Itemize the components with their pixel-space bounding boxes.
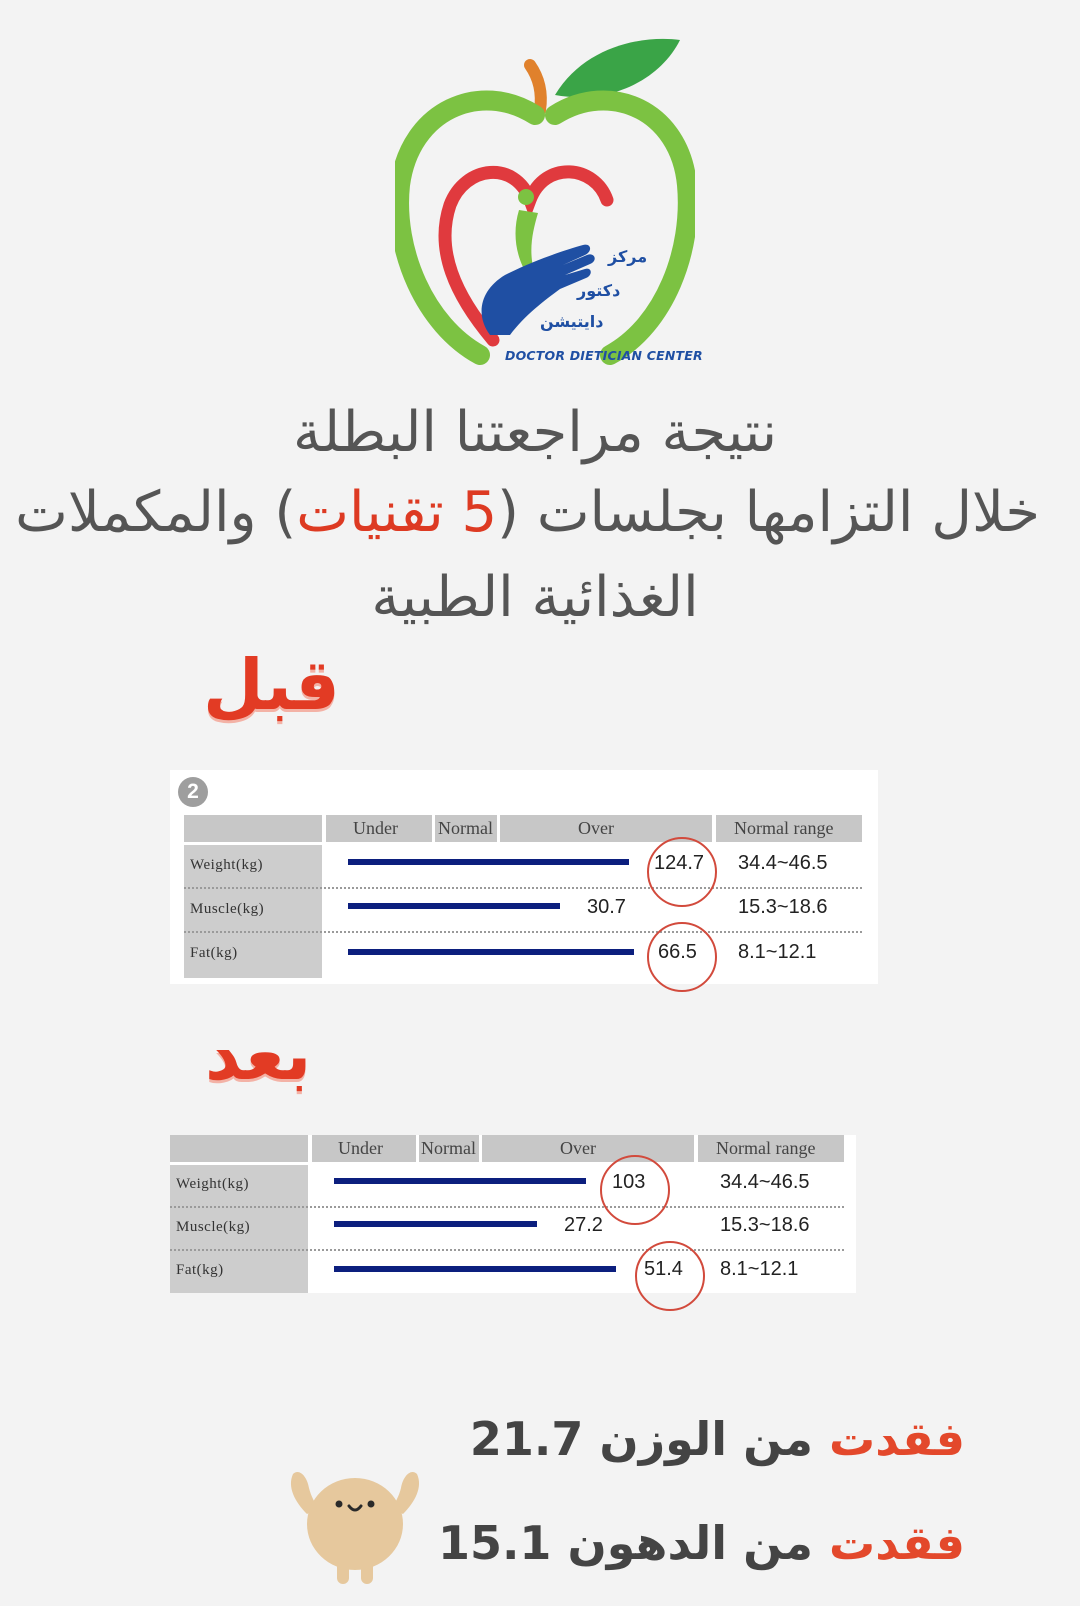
column-header-under: Under bbox=[338, 1138, 383, 1158]
fat-highlight-circle bbox=[647, 922, 717, 992]
weight-bar bbox=[334, 1178, 586, 1184]
header-cell-blank bbox=[184, 815, 322, 842]
column-header-normal: Normal bbox=[438, 818, 493, 838]
result-weight-lead: فقدت bbox=[828, 1412, 965, 1466]
row-label-muscle: Muscle(kg) bbox=[176, 1219, 251, 1235]
fat-value: 51.4 bbox=[644, 1258, 683, 1280]
column-header-over: Over bbox=[578, 818, 614, 838]
row-divider bbox=[184, 887, 862, 889]
column-header-normal-range: Normal range bbox=[716, 1138, 816, 1158]
column-header-normal-range: Normal range bbox=[734, 818, 834, 838]
smiling-mascot-icon bbox=[285, 1462, 425, 1590]
weight-bar bbox=[348, 859, 629, 865]
muscle-bar bbox=[348, 903, 560, 909]
row-label-weight: Weight(kg) bbox=[190, 857, 263, 873]
row-divider bbox=[184, 931, 862, 933]
fat-range: 8.1~12.1 bbox=[738, 941, 817, 963]
result-weight-loss bbox=[469, 1412, 965, 1466]
before-table bbox=[170, 770, 878, 984]
logo-english-name: DOCTOR DIETICIAN CENTER bbox=[505, 348, 703, 363]
headline-line-2 bbox=[15, 480, 1040, 545]
section-number-badge: 2 bbox=[178, 777, 208, 807]
logo-arabic-line-3: دايتيشن bbox=[540, 312, 604, 331]
row-label-fat: Fat(kg) bbox=[176, 1262, 224, 1278]
weight-value: 103 bbox=[612, 1171, 646, 1193]
muscle-bar bbox=[334, 1221, 537, 1227]
weight-highlight-circle bbox=[647, 837, 717, 907]
weight-range: 34.4~46.5 bbox=[720, 1171, 810, 1193]
result-weight-text: من الوزن 21.7 bbox=[469, 1412, 813, 1466]
muscle-range: 15.3~18.6 bbox=[720, 1214, 810, 1236]
before-label: قبل bbox=[203, 644, 340, 726]
after-table bbox=[170, 1135, 856, 1293]
fat-range: 8.1~12.1 bbox=[720, 1258, 799, 1280]
row-label-weight: Weight(kg) bbox=[176, 1176, 249, 1192]
headline-line-3: الغذائية الطبية bbox=[371, 565, 699, 630]
headline-line-1: نتيجة مراجعتنا البطلة bbox=[292, 400, 778, 465]
headline-line-2-start: خلال التزامها بجلسات ( bbox=[497, 480, 1040, 545]
muscle-range: 15.3~18.6 bbox=[738, 896, 828, 918]
headline-line-2-end: ) والمكملات bbox=[15, 480, 297, 545]
logo-arabic-line-2: دكتور bbox=[577, 281, 621, 300]
row-label-fat: Fat(kg) bbox=[190, 945, 238, 961]
weight-highlight-circle bbox=[600, 1155, 670, 1225]
row-label-muscle: Muscle(kg) bbox=[190, 901, 265, 917]
row-divider bbox=[170, 1249, 844, 1251]
after-label: بعد bbox=[205, 1014, 312, 1096]
fat-highlight-circle bbox=[635, 1241, 705, 1311]
headline-highlight: 5 تقنيات bbox=[296, 480, 498, 545]
muscle-value: 27.2 bbox=[564, 1214, 603, 1236]
column-header-over: Over bbox=[560, 1138, 596, 1158]
header-cell-blank bbox=[170, 1135, 308, 1162]
column-header-normal: Normal bbox=[421, 1138, 476, 1158]
weight-range: 34.4~46.5 bbox=[738, 852, 828, 874]
fat-value: 66.5 bbox=[658, 941, 697, 963]
result-fat-lead: فقدت bbox=[828, 1516, 965, 1570]
column-header-under: Under bbox=[353, 818, 398, 838]
fat-bar bbox=[334, 1266, 616, 1272]
row-divider bbox=[170, 1206, 844, 1208]
result-fat-loss bbox=[437, 1516, 965, 1570]
weight-value: 124.7 bbox=[654, 852, 705, 874]
fat-bar bbox=[348, 949, 634, 955]
result-fat-text: من الدهون 15.1 bbox=[437, 1516, 813, 1570]
logo-arabic-line-1: مركز bbox=[608, 247, 648, 266]
muscle-value: 30.7 bbox=[587, 896, 626, 918]
